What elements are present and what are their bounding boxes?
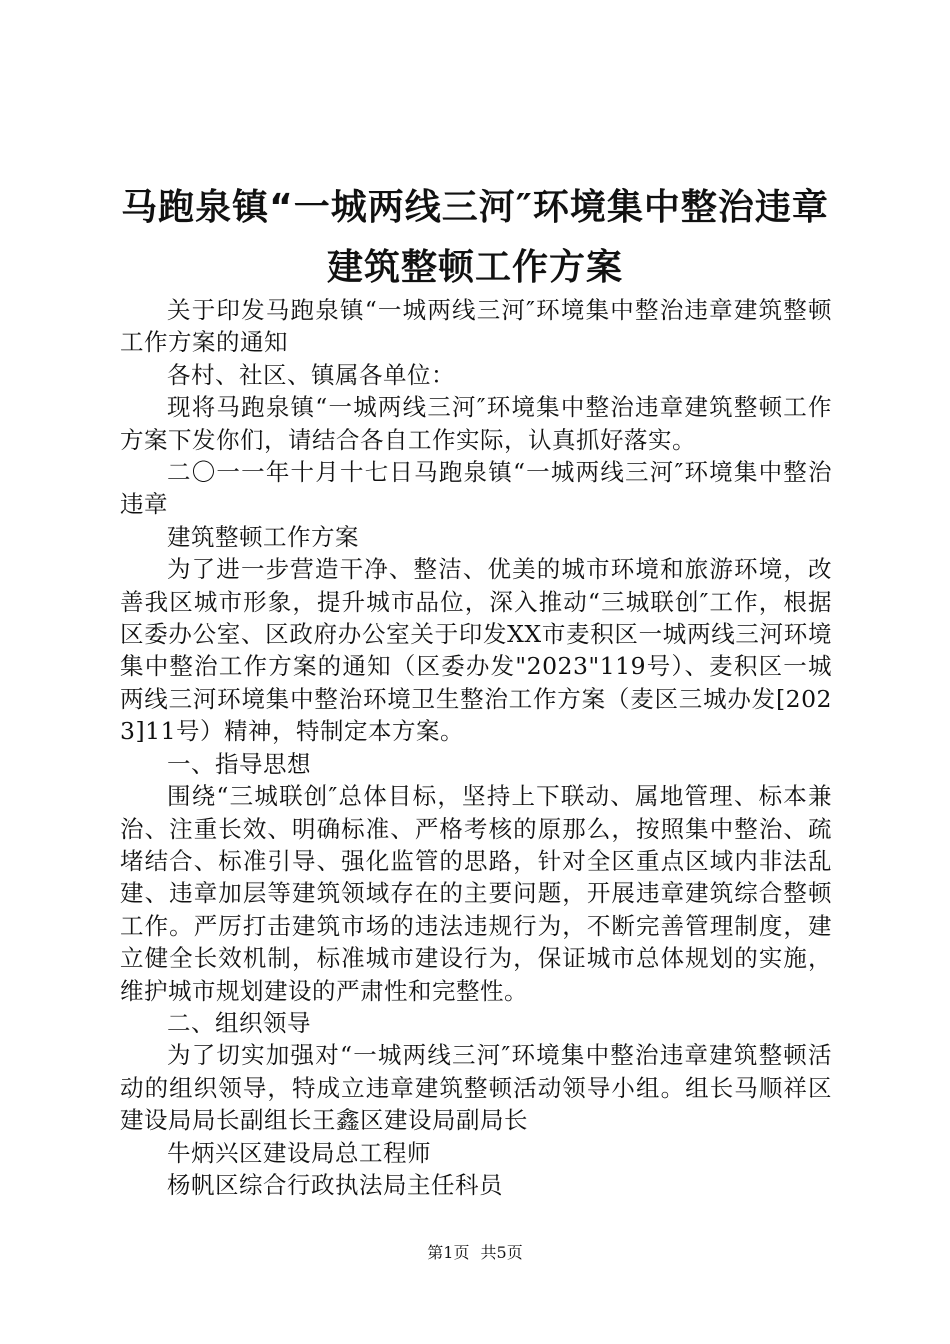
organization-paragraph: 为了切实加强对“一城两线三河″环境集中整治违章建筑整顿活动的组织领导，特成立违章建筑整顿活动领导小组。组长马顺祥区建设局局长副组长王鑫区建设局副局长 [120,1041,832,1135]
guiding-ideas-paragraph: 围绕“三城联创″总体目标，坚持上下联动、属地管理、标本兼治、注重长效、明确标准、严格考核的原那么，按照集中整治、疏堵结合、标准引导、强化监管的思路，针对全区重点区域内非法乱建、违章加层等建筑领域存在的主要问题，开展违章建筑综合整顿工作。严厉打击建筑市场的违法违规行为，不断完善管理制度，建立健全长效机制，标准城市建设行为，保证城市总体规划的实施，维护城市规划建设的严肃性和完整性。 [120,782,832,1005]
salutation: 各村、社区、镇属各单位： [167,360,455,389]
document-title-line-2: 建筑整顿工作方案 [326,247,623,288]
member-line: 牛炳兴区建设局总工程师 [167,1138,431,1167]
member-line: 杨帆区综合行政执法局主任科员 [167,1170,503,1199]
date-line: 二〇一一年十月十七日马跑泉镇“一城两线三河″环境集中整治违章 [120,458,832,519]
section-heading-organization: 二、组织领导 [167,1008,311,1037]
document-title-line-1: 马跑泉镇“一城两线三河″环境集中整治违章 [121,187,829,228]
notice-body: 现将马跑泉镇“一城两线三河″环境集中整治违章建筑整顿工作方案下发你们，请结合各自工作实际，认真抓好落实。 [120,393,832,454]
page-footer [0,1242,950,1264]
document-body [120,294,832,1201]
page-number-current: 第1页 [427,1243,470,1262]
plan-title: 建筑整顿工作方案 [167,522,359,551]
intro-paragraph: 为了进一步营造干净、整洁、优美的城市环境和旅游环境，改善我区城市形象，提升城市品位，深入推动“三城联创″工作，根据区委办公室、区政府办公室关于印发XX市麦积区一城两线三河环境集中整治工作方案的通知（区委办发"2023"119号）、麦积区一城两线三河环境集中整治环境卫生整治工作方案（麦区三城办发[2023]11号）精神，特制定本方案。 [120,555,832,746]
section-heading-guiding-ideas: 一、指导思想 [167,749,311,778]
notice-heading: 关于印发马跑泉镇“一城两线三河″环境集中整治违章建筑整顿工作方案的通知 [120,296,832,357]
page-number-total: 共5页 [480,1243,523,1262]
